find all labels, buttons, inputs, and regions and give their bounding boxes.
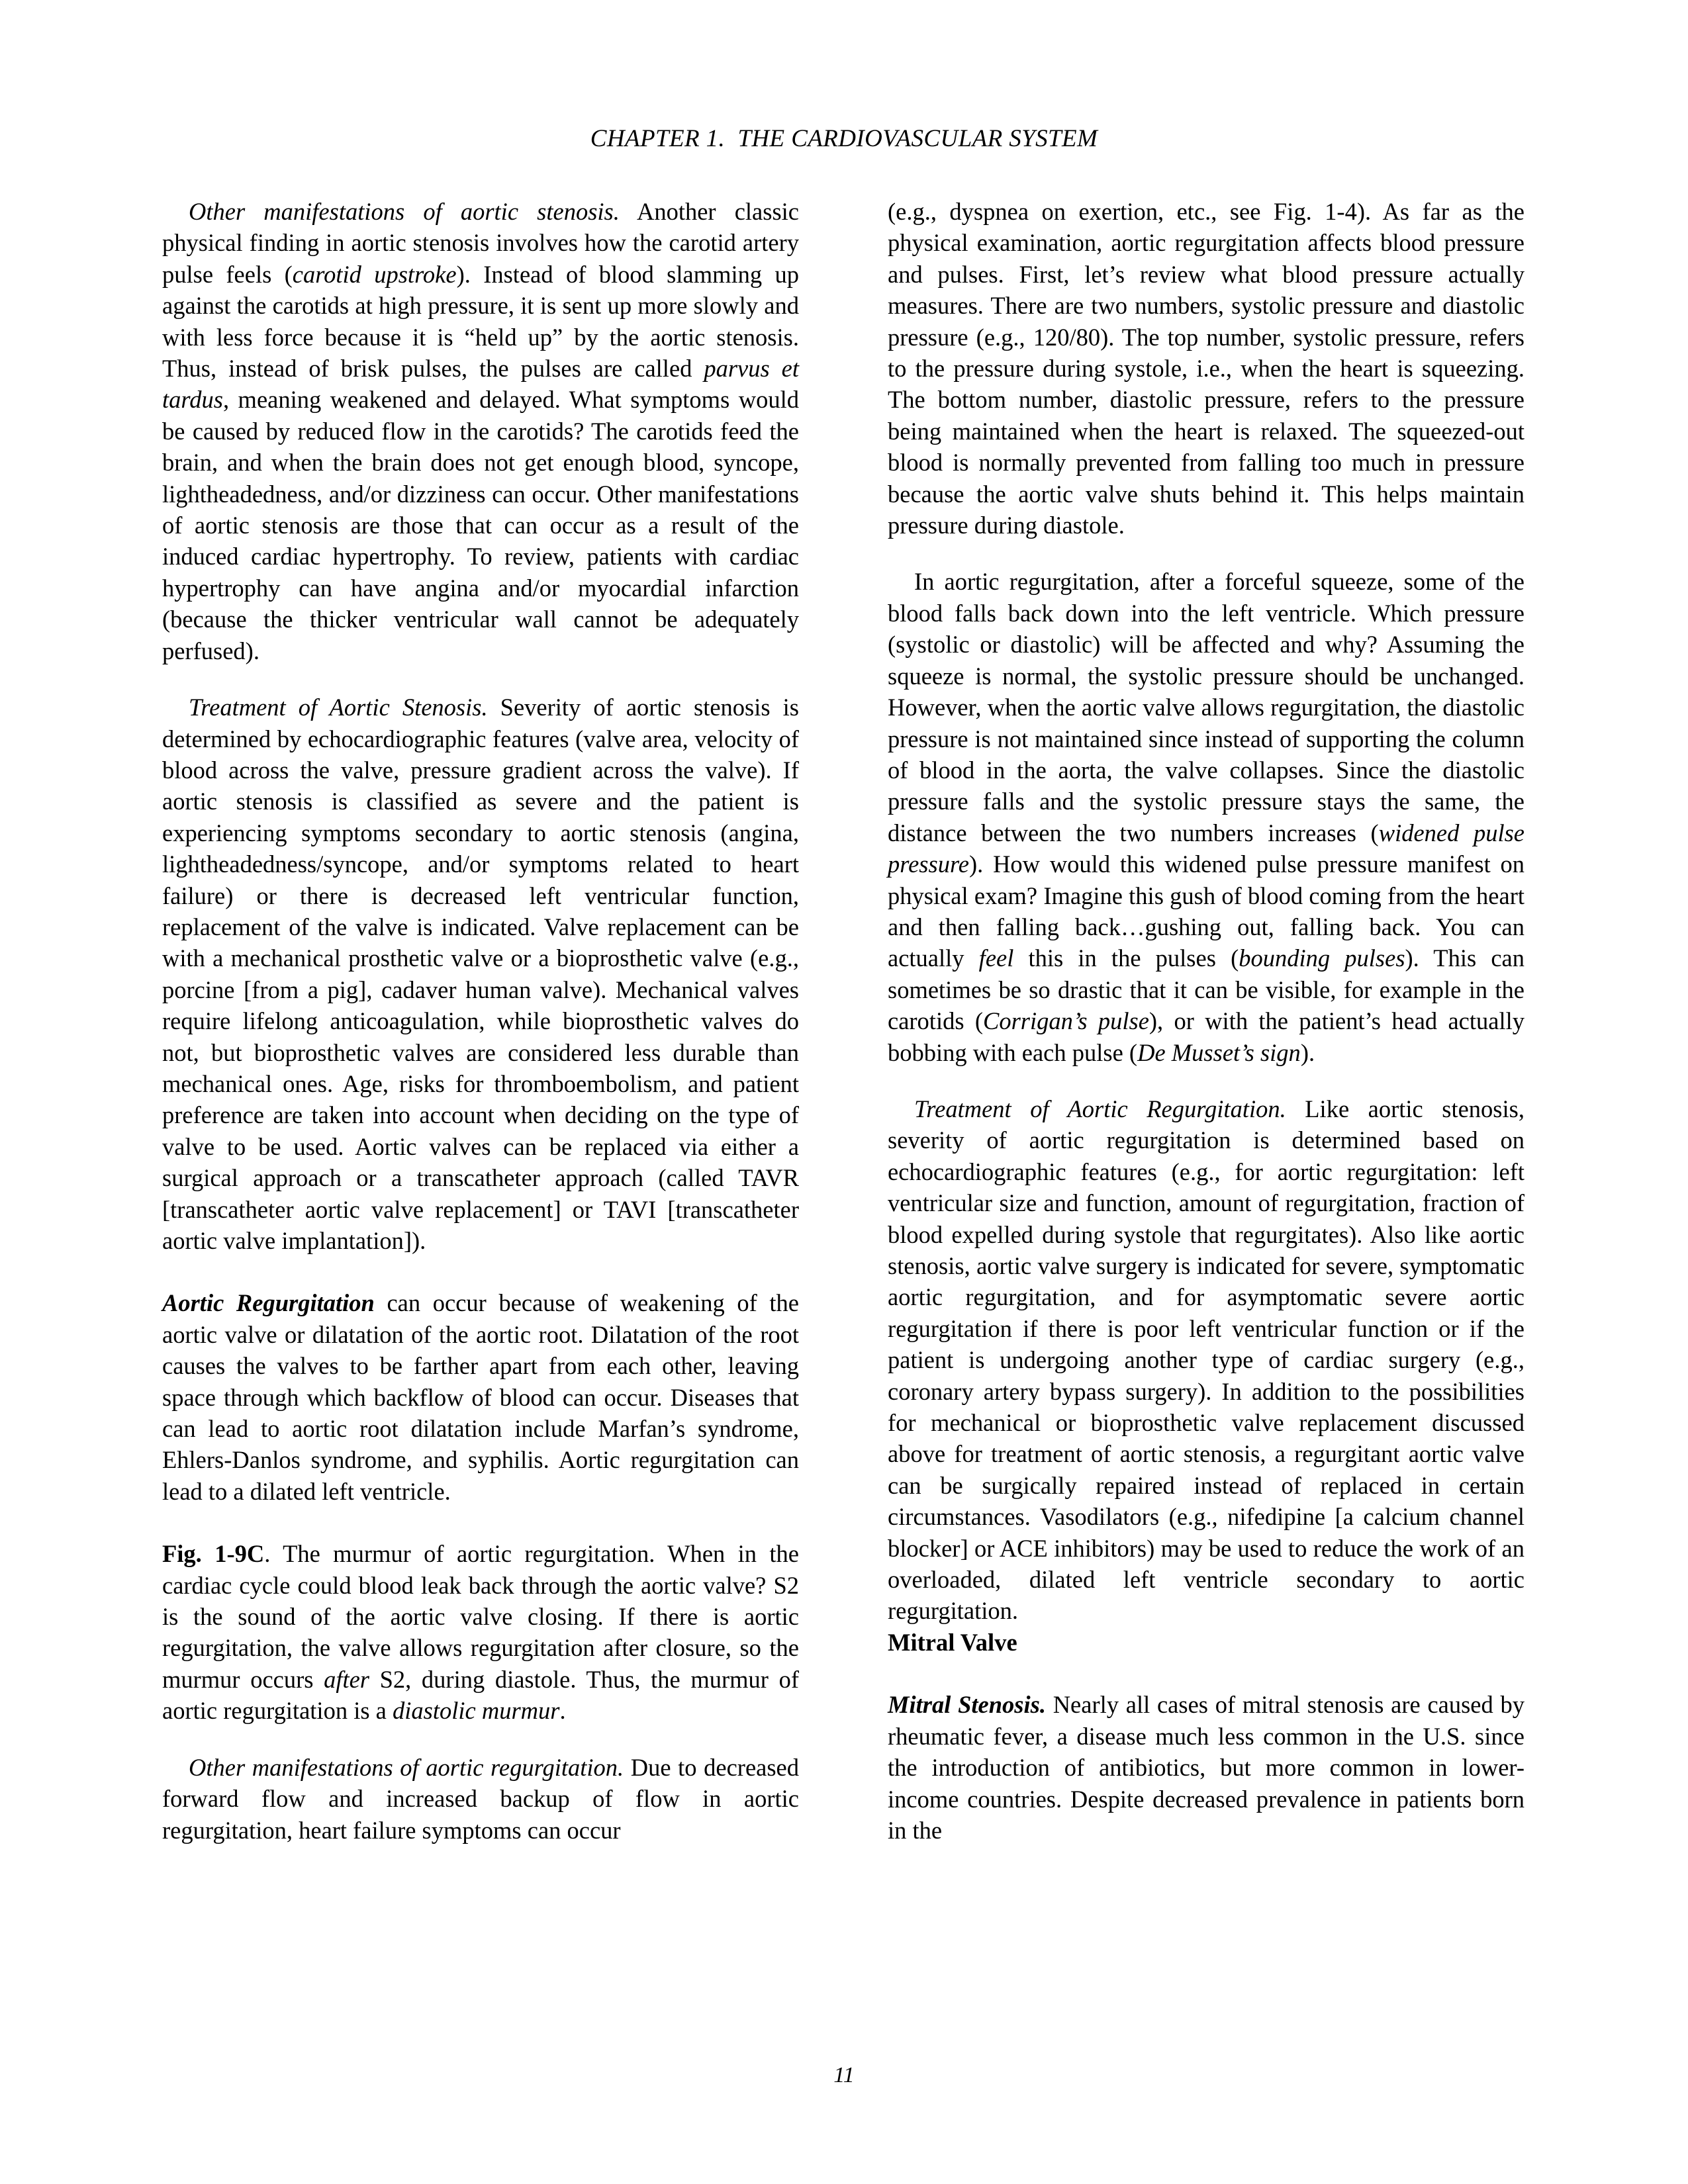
running-header: CHAPTER 1. THE CARDIOVASCULAR SYSTEM: [590, 125, 1098, 152]
paragraph-aortic-regurgitation: [162, 1287, 799, 1507]
figure-label: Fig. 1-9C: [162, 1540, 265, 1568]
right-column: [888, 196, 1524, 2089]
term-bounding-pulses: bounding pulses: [1239, 944, 1405, 972]
run-in-head-italic: Other manifestations of aortic stenosis.: [189, 198, 620, 225]
paragraph-text: can occur because of weakening of the aortic valve or dilatation of the aortic root. Dilatation of the root causes the valves to be farther apart from each other, leaving space through which backflow of blood can occur. Diseases that can lead to aortic root dilatation include Marfan’s syndrome, Ehlers-Danlos syndrome, and syphilis. Aortic regurgitation can lead to a dilated left ventricle.: [162, 1289, 800, 1505]
paragraph-text: Severity of aortic stenosis is determined by echocardiographic features (valve area, velocity of blood across the valve, pressure gradient across the valve). If aortic stenosis is classified as severe and the patient is experiencing symptoms secondary to aortic stenosis (angina, lightheadedness/syncope, and/or symptoms related to heart failure) or there is decreased left ventricular function, replacement of the valve is indicated. Valve replacement can be with a mechanical prosthetic valve or a bioprosthetic valve (e.g., porcine [from a pig], cadaver human valve). Mechanical valves require lifelong anticoagulation, while bioprosthetic valves do not, but bioprosthetic valves are considered less durable than mechanical ones. Age, risks for thromboembolism, and patient preference are taken into account when deciding on the type of valve to be used. Aortic valves can be replaced via either a surgical approach or a transcatheter approach (called TAVR [transcatheter aortic valve replacement] or TAVI [transcatheter aortic valve implantation]).: [162, 694, 799, 1254]
paragraph-text: Due to decreased forward flow and increased backup of flow in aortic regurgitation, heart failure symptoms can occur: [162, 1753, 799, 1844]
term-corrigans-pulse: Corrigan’s pulse: [983, 1007, 1149, 1035]
paragraph-blood-pressure-review: [888, 196, 1524, 541]
paragraph-text: Like aortic stenosis, severity of aortic regurgitation is determined based on echocardiographic features (e.g., for aortic regurgitation: left ventricular size and function, amount of regurgitation, fraction of blood expelled during systole that regurgitates). Also like aortic stenosis, aortic valve surgery is indicated for severe, symptomatic aortic regurgitation, and for asymptomatic severe aortic regurgitation if there is poor left ventricular function or if the patient is undergoing another type of cardiac surgery (e.g., coronary artery bypass surgery). In addition to the possibilities for mechanical or bioprosthetic valve replacement discussed above for treatment of aortic stenosis, a regurgitant aortic valve can be surgically repaired instead of replaced in certain circumstances. Vasodilators (e.g., nifedipine [a calcium channel blocker] or ACE inhibitors) may be used to reduce the work of an overloaded, dilated left ventricle secondary to aortic regurgitation.: [888, 1095, 1524, 1625]
run-in-head-italic: Treatment of Aortic Regurgitation.: [914, 1095, 1286, 1122]
paragraph-text: Nearly all cases of mitral stenosis are caused by rheumatic fever, a disease much less common in the U.S. since the introduction of antibiotics, but more common in lower-income countries. Despite decreased prevalence in patients born in the: [888, 1691, 1525, 1844]
run-in-head-italic: Other manifestations of aortic regurgitation.: [189, 1753, 624, 1781]
paragraph-text: In aortic regurgitation, after a forceful squeeze, some of the blood falls back down into the left ventricle. Which pressure (systolic or diastolic) will be affected and why? Assuming the squeeze is normal, the systolic pressure should be unchanged. However, when the aortic valve allows regurgitation, the diastolic pressure is not maintained since instead of supporting the column of blood in the aorta, the valve collapses. Since the diastolic pressure falls and the systolic pressure stays the same, the distance between the two numbers increases (: [888, 568, 1524, 846]
paragraph-text-5: ), or with the patient’s head actually bobbing with each pulse (: [888, 1007, 1524, 1066]
paragraph-widened-pulse-pressure: [888, 566, 1524, 1068]
section-heading-mitral-valve: Mitral Valve: [888, 1628, 1017, 1656]
run-in-head-bold-italic: Aortic Regurgitation: [162, 1289, 375, 1317]
paragraph-text-6: ).: [1300, 1038, 1315, 1066]
paragraph-text: (e.g., dyspnea on exertion, etc., see Fig. 1-4). As far as the physical examination, aortic regurgitation affects blood pressure and pulses. First, let’s review what blood pressure actually measures. There are two numbers, systolic pressure and diastolic pressure (e.g., 120/80). The top number, systolic pressure, refers to the pressure during systole, i.e., when the heart is squeezing. The bottom number, diastolic pressure, refers to the pressure being maintained when the heart is relaxed. The squeezed-out blood is normally prevented from falling too much in pressure because the aortic valve shuts behind it. This helps maintain pressure during diastole.: [888, 198, 1524, 539]
paragraph-mitral-stenosis: [888, 1689, 1524, 1846]
run-in-head-italic: Treatment of Aortic Stenosis.: [189, 694, 488, 721]
paragraph-text: . The murmur of aortic regurgitation. When in the cardiac cycle could blood leak back through the aortic valve? S2 is the sound of the aortic valve closing. If there is aortic regurgitation, the valve allows regurgitation after closure, so the murmur occurs: [162, 1540, 800, 1693]
two-column-body: [162, 196, 1524, 2089]
term-widened-pulse-pressure: widened pulse pressure: [888, 819, 1524, 878]
paragraph-text-2: ). Instead of blood slamming up against the carotids at high pressure, it is sent up more slowly and with less force because it is “held up” by the aortic stenosis. Thus, instead of brisk pulses, the pulses are called: [162, 260, 799, 383]
paragraph-text: Another classic physical finding in aortic stenosis involves how the carotid artery pulse feels (: [162, 198, 800, 288]
paragraph-text-2: ). How would this widened pulse pressure manifest on physical exam? Imagine this gush of blood coming from the heart and then falling back…gushing out, falling back. You can actually: [888, 850, 1524, 972]
paragraph-other-manifestations-aortic-regurgitation: [162, 1752, 799, 1846]
run-in-head-bold-italic: Mitral Stenosis.: [888, 1691, 1046, 1719]
term-diastolic-murmur: diastolic murmur: [393, 1697, 560, 1725]
term-parvus-et-tardus: parvus et tardus: [162, 355, 799, 414]
page-number: 11: [833, 2063, 855, 2087]
term-de-mussets-sign: De Musset’s sign: [1137, 1038, 1301, 1066]
paragraph-text-4: ). This can sometimes be so drastic that it can be visible, for example in the carotids (: [888, 944, 1524, 1035]
term-after: after: [324, 1665, 370, 1693]
paragraph-text-3: this in the pulses (: [1013, 944, 1239, 972]
paragraph-treatment-of-aortic-regurgitation: [888, 1093, 1524, 1627]
left-column: [162, 196, 799, 2089]
paragraph-text-2: S2, during diastole. Thus, the murmur of aortic regurgitation is a: [162, 1665, 799, 1725]
paragraph-text-3: , meaning weakened and delayed. What symptoms would be caused by reduced flow in the carotids? The carotids feed the brain, and when the brain does not get enough blood, syncope, lightheadedness, and/or dizziness can occur. Other manifestations of aortic stenosis are those that can occur as a result of the induced cardiac hypertrophy. To review, patients with cardiac hypertrophy can have angina and/or myocardial infarction (because the thicker ventricular wall cannot be adequately perfused).: [162, 386, 799, 664]
figure-caption-fig-1-9c: [162, 1538, 799, 1726]
paragraph-text-3: .: [559, 1697, 566, 1725]
paragraph-other-manifestations-aortic-stenosis: [162, 196, 799, 666]
paragraph-treatment-of-aortic-stenosis: [162, 692, 799, 1256]
term-feel: feel: [978, 944, 1014, 972]
term-carotid-upstroke: carotid upstroke: [292, 260, 457, 288]
